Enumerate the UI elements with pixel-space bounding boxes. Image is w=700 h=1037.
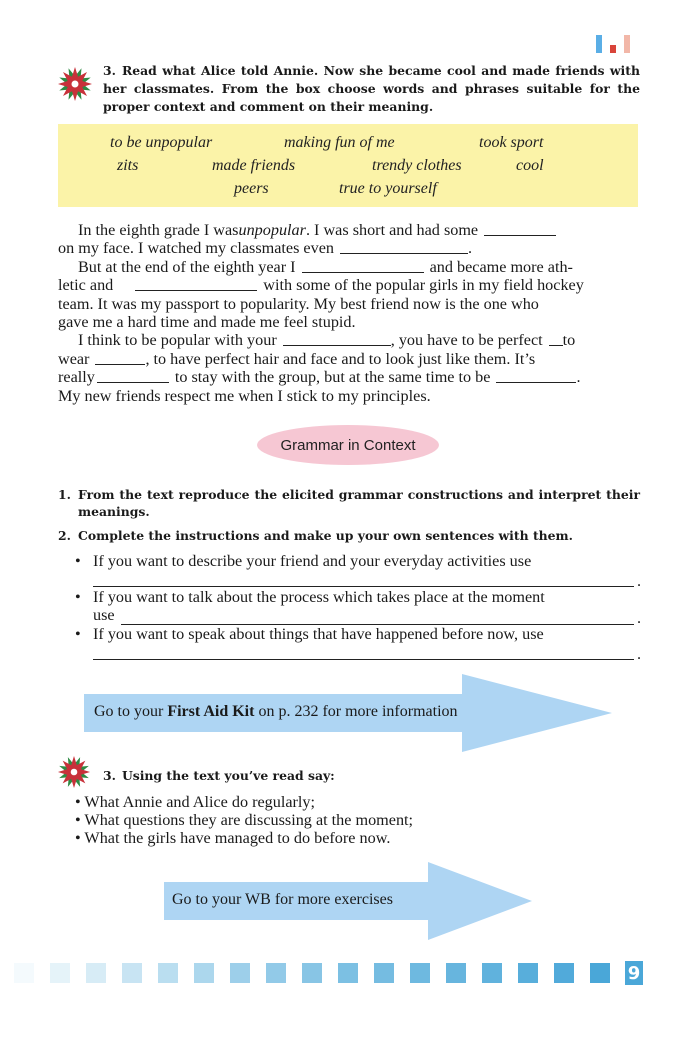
decor-square bbox=[230, 963, 250, 983]
task-bullet: • What Annie and Alice do regularly; bbox=[75, 793, 316, 811]
word-option: made friends bbox=[212, 157, 296, 174]
decor-square bbox=[518, 963, 538, 983]
decor-square bbox=[86, 963, 106, 983]
answer-blank[interactable] bbox=[135, 276, 257, 291]
decor-square bbox=[122, 963, 142, 983]
corner-decoration bbox=[596, 35, 636, 53]
word-option: zits bbox=[117, 157, 139, 174]
task-instruction-text: Read what Alice told Annie. Now she became cool and made friends with her classmates. From the box choose words and phrases suitable for the proper context and comment on their meaning. bbox=[103, 63, 640, 114]
grammar-item-1: 1. From the text reproduce the elicited grammar constructions and interpret their meanings. bbox=[58, 487, 640, 519]
passage-line: wear , to have perfect hair and face and to look just like them. It’s bbox=[58, 349, 536, 368]
passage-line: on my face. I watched my classmates even . bbox=[58, 239, 473, 258]
answer-blank[interactable] bbox=[302, 258, 424, 273]
corner-bar-blue bbox=[596, 35, 602, 53]
star-icon bbox=[57, 66, 93, 102]
word-option: cool bbox=[516, 157, 544, 174]
word-option: to be unpopular bbox=[110, 134, 213, 151]
answer-blank[interactable] bbox=[549, 331, 563, 346]
word-option: took sport bbox=[479, 134, 544, 151]
corner-bar-peach bbox=[624, 35, 630, 53]
grammar-bullet-3: • If you want to speak about things that have happened before now, use . bbox=[75, 625, 641, 663]
grammar-in-context-label: Grammar in Context bbox=[257, 425, 439, 465]
passage-line: gave me a hard time and made me feel stupid. bbox=[58, 312, 356, 331]
decor-square bbox=[338, 963, 358, 983]
word-option: peers bbox=[234, 180, 269, 197]
answer-blank[interactable] bbox=[95, 350, 145, 365]
passage bbox=[58, 221, 638, 405]
task-bullet: • What the girls have managed to do before now. bbox=[75, 829, 391, 847]
passage-line: letic and with some of the popular girls in my field hockey bbox=[58, 276, 584, 295]
decor-square bbox=[50, 963, 70, 983]
decor-square bbox=[446, 963, 466, 983]
star-icon bbox=[57, 755, 91, 789]
passage-line: really to stay with the group, but at the same time to be . bbox=[58, 368, 581, 387]
task-instruction-text: Using the text you’ve read say: bbox=[121, 768, 335, 783]
decor-square bbox=[194, 963, 214, 983]
workbook-arrow[interactable]: Go to your WB for more exercises bbox=[164, 862, 532, 944]
answer-line[interactable]: . bbox=[121, 608, 634, 625]
decor-square bbox=[158, 963, 178, 983]
decor-square bbox=[266, 963, 286, 983]
decor-square bbox=[590, 963, 610, 983]
answer-blank[interactable] bbox=[496, 368, 576, 383]
answer-line[interactable]: . bbox=[93, 570, 634, 587]
passage-line: But at the end of the eighth year I and became more ath- bbox=[78, 257, 573, 276]
decor-square bbox=[554, 963, 574, 983]
decor-square bbox=[374, 963, 394, 983]
grammar-bullet-2: • If you want to talk about the process which takes place at the moment use . bbox=[75, 588, 641, 628]
answer-blank[interactable] bbox=[97, 368, 169, 383]
answer-blank[interactable] bbox=[283, 331, 391, 346]
word-option: making fun of me bbox=[284, 134, 395, 151]
passage-line: My new friends respect me when I stick to my principles. bbox=[58, 386, 431, 405]
passage-line: In the eighth grade I was unpopular . I was short and had some bbox=[58, 221, 638, 239]
passage-line: team. It was my passport to popularity. My best friend now is the one who bbox=[58, 294, 539, 313]
word-box bbox=[58, 124, 638, 207]
grammar-item-2: 2. Complete the instructions and make up your own sentences with them. bbox=[58, 528, 573, 543]
task-number: 3. bbox=[103, 63, 116, 78]
task-bullet: • What questions they are discussing at the moment; bbox=[75, 811, 414, 829]
task-number: 3. bbox=[103, 768, 116, 783]
decor-square bbox=[14, 963, 34, 983]
word-option: true to yourself bbox=[339, 180, 437, 197]
decor-square bbox=[482, 963, 502, 983]
answer-line[interactable]: . bbox=[93, 643, 634, 660]
corner-bar-red bbox=[610, 45, 616, 53]
grammar-bullet-1: • If you want to describe your friend and your everyday activities use . bbox=[75, 552, 641, 590]
decor-square bbox=[410, 963, 430, 983]
task-instruction bbox=[103, 767, 640, 785]
task-instruction bbox=[103, 62, 640, 116]
passage-line: I think to be popular with your , you have to be perfect to bbox=[78, 331, 576, 350]
first-aid-kit-arrow[interactable]: Go to your First Aid Kit on p. 232 for more information bbox=[84, 674, 612, 756]
decor-square bbox=[302, 963, 322, 983]
page-number: 9 bbox=[625, 961, 643, 985]
word-option: trendy clothes bbox=[372, 157, 462, 174]
answer-blank[interactable] bbox=[340, 239, 468, 254]
answer-blank[interactable] bbox=[484, 221, 556, 236]
